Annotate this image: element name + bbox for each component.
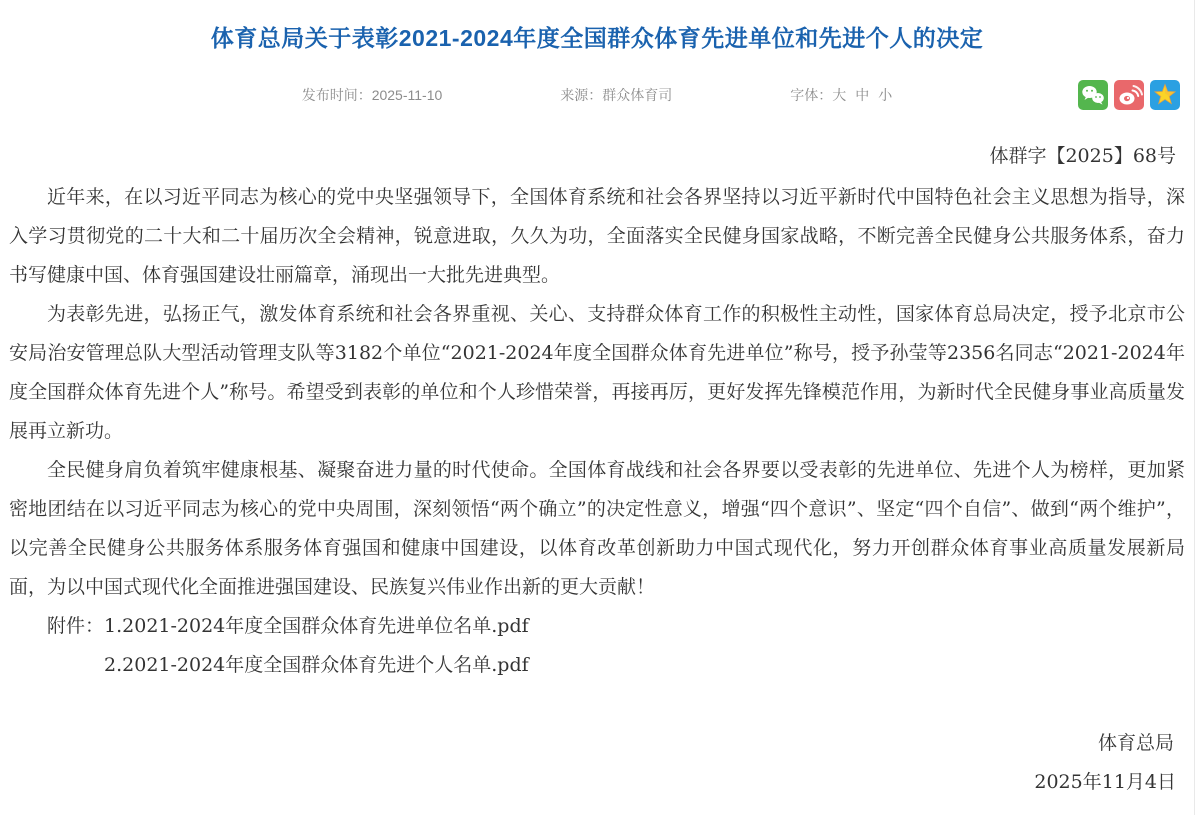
publish-time-value: 2025-11-10 (371, 87, 443, 103)
font-size-large-button[interactable]: 大 (832, 87, 847, 103)
source (560, 85, 672, 105)
attachments-label: 附件： (47, 615, 105, 637)
weibo-share-icon[interactable] (1114, 80, 1144, 110)
share-bar (1078, 79, 1180, 111)
attachments-section (0, 607, 1194, 685)
meta-bar (0, 79, 1194, 111)
paragraph-3: 全民健身肩负着筑牢健康根基、凝聚奋进力量的时代使命。全国体育战线和社会各界要以受表彰的先进单位、先进个人为榜样，更加紧密地团结在以习近平同志为核心的党中央周围，深刻领悟“两个确立”的决定性意义，增强“四个意识”、坚定“四个自信”、做到“两个维护”，以完善全民健身公共服务体系服务体育强国和健康中国建设，以体育改革创新助力中国式现代化，努力开创群众体育事业高质量发展新局面，为以中国式现代化全面推进强国建设、民族复兴伟业作出新的更大贡献！ (9, 459, 1185, 598)
source-label: 来源： (560, 87, 603, 103)
article-body (0, 178, 1194, 607)
attachment-link-units-pdf[interactable]: 1.2021-2024年度全国群众体育先进单位名单.pdf (104, 615, 529, 637)
attachment-link-individuals-pdf[interactable]: 2.2021-2024年度全国群众体育先进个人名单.pdf (104, 654, 529, 676)
publish-time-label: 发布时间： (301, 87, 372, 103)
font-size-control (790, 85, 892, 105)
page-title: 体育总局关于表彰2021-2024年度全国群众体育先进单位和先进个人的决定 (210, 25, 984, 51)
attachments-list (104, 607, 529, 685)
paragraph-1: 近年来，在以习近平同志为核心的党中央坚强领导下，全国体育系统和社会各界坚持以习近平新时代中国特色社会主义思想为指导，深入学习贯彻党的二十大和二十届历次全会精神，锐意进取，久久为功，全面落实全民健身国家战略，不断完善全民健身公共服务体系，奋力书写健康中国、体育强国建设壮丽篇章，涌现出一大批先进典型。 (9, 186, 1185, 286)
font-size-label: 字体： (790, 87, 833, 103)
font-size-small-button[interactable]: 小 (878, 87, 893, 103)
document-number: 体群字【2025】68号 (989, 145, 1176, 167)
signature-block (0, 724, 1194, 802)
paragraph-2: 为表彰先进，弘扬正气，激发体育系统和社会各界重视、关心、支持群众体育工作的积极性主动性，国家体育总局决定，授予北京市公安局治安管理总队大型活动管理支队等3182个单位“2021-2024年度全国群众体育先进单位”称号，授予孙莹等2356名同志“2021-2024年度全国群众体育先进个人”称号。希望受到表彰的单位和个人珍惜荣誉，再接再厉，更好发挥先锋模范作用，为新时代全民健身事业高质量发展再立新功。 (9, 303, 1185, 442)
publish-time (302, 85, 443, 105)
font-size-medium-button[interactable]: 中 (855, 87, 870, 103)
wechat-share-icon[interactable] (1078, 80, 1108, 110)
source-value: 群众体育司 (602, 87, 673, 103)
qzone-share-icon[interactable] (1150, 80, 1180, 110)
signature-organization: 体育总局 (1097, 732, 1174, 754)
signature-date: 2025年11月4日 (1034, 771, 1176, 793)
